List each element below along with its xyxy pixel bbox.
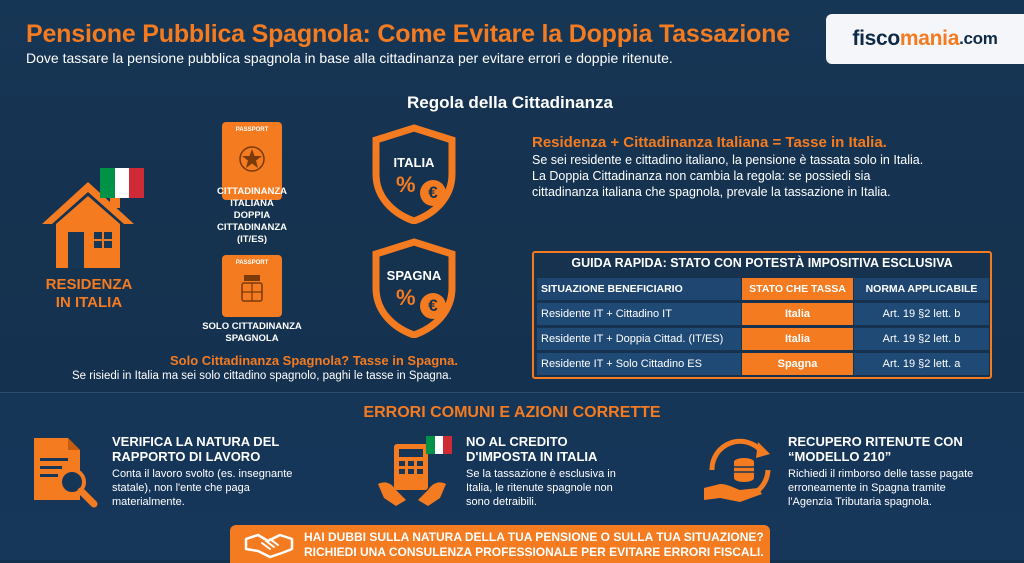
- handshake-icon: [244, 529, 294, 559]
- card-title: NO AL CREDITO D'IMPOSTA IN ITALIA: [466, 434, 598, 464]
- errors-section-title: ERRORI COMUNI E AZIONI CORRETTE: [363, 404, 661, 421]
- residence-label: RESIDENZA IN ITALIA: [45, 276, 133, 311]
- refund-coins-icon: [700, 430, 780, 510]
- italy-flag-icon: [100, 168, 144, 198]
- table-row: [537, 303, 989, 325]
- logo[interactable]: [826, 14, 1024, 64]
- error-card-1: [112, 434, 332, 509]
- logo-part-fisco: fisco: [852, 27, 900, 50]
- shield-label-italia: ITALIA: [393, 155, 435, 170]
- italy-rule-text: Se sei residente e cittadino italiano, la pensione è tassata solo in Italia. La Doppia Cittadinanza non cambia la regola: se possiedi sia cittadinanza italiana che spagnola, prevale la tassazione in Italia.: [532, 153, 924, 199]
- logo-part-domain: .com: [959, 29, 998, 48]
- spanish-passport-icon: PASSPORT: [222, 255, 282, 317]
- cta-text: HAI DUBBI SULLA NATURA DELLA TUA PENSIONE O SULLA TUA SITUAZIONE? RICHIEDI UNA CONSULENZA PROFESSIONALE PER EVITARE ERRORI FISCALI.: [304, 530, 764, 559]
- table-cell: Art. 19 §2 lett. a: [854, 353, 989, 375]
- table-header-cell: SITUAZIONE BENEFICIARIO: [537, 278, 742, 300]
- percent-icon: %: [396, 285, 416, 310]
- shield-label-spagna: SPAGNA: [386, 268, 442, 283]
- table-row: [537, 353, 989, 375]
- error-card-2: [466, 434, 676, 509]
- consultation-cta-banner[interactable]: [230, 525, 770, 563]
- spain-rule-text: Se risiedi in Italia ma sei solo cittadino spagnolo, paghi le tasse in Spagna.: [72, 370, 452, 382]
- table-header-cell: NORMA APPLICABILE: [854, 278, 989, 300]
- card-title: RECUPERO RITENUTE CON “MODELLO 210”: [788, 434, 963, 464]
- spanish-emblem-icon: [238, 271, 266, 307]
- table-cell: Art. 19 §2 lett. b: [854, 328, 989, 350]
- spanish-citizenship-label: SOLO CITTADINANZA SPAGNOLA: [202, 321, 302, 344]
- table-row: [537, 328, 989, 350]
- italian-citizenship-label: CITTADINANZA ITALIANA DOPPIA CITTADINANZA (IT/ES): [216, 186, 287, 245]
- document-search-icon: [28, 434, 100, 510]
- table-cell: Spagna: [742, 353, 854, 375]
- quick-guide-table: [532, 251, 992, 379]
- table-cell: Residente IT + Doppia Cittad. (IT/ES): [537, 328, 742, 350]
- italian-passport-icon: PASSPORT: [222, 122, 282, 200]
- card-title: VERIFICA LA NATURA DEL RAPPORTO DI LAVORO: [112, 434, 280, 464]
- quick-guide-title: GUIDA RAPIDA: STATO CON POTESTÀ IMPOSITIVA ESCLUSIVA: [571, 256, 953, 270]
- italy-rule-heading: Residenza + Cittadinanza Italiana = Tasse in Italia.: [532, 134, 887, 151]
- italian-emblem-icon: [237, 144, 267, 174]
- table-cell: Italia: [742, 328, 854, 350]
- italy-flag-icon: [426, 436, 452, 454]
- card-text: Richiedi il rimborso delle tasse pagate erroneamente in Spagna tramite l'Agenzia Tributaria spagnola.: [788, 468, 974, 508]
- card-text: Conta il lavoro svolto (es. insegnante statale), non l'ente che paga materialmente.: [112, 468, 293, 508]
- page-title: Pensione Pubblica Spagnola: Come Evitare la Doppia Tassazione: [26, 20, 790, 48]
- table-cell: Italia: [742, 303, 854, 325]
- percent-icon: %: [396, 172, 416, 197]
- table-header-row: [537, 278, 989, 300]
- section-title-rule: Regola della Cittadinanza: [407, 93, 613, 112]
- card-text: Se la tassazione è esclusiva in Italia, le ritenute spagnole non sono detraibili.: [466, 468, 616, 508]
- page-subtitle: Dove tassare la pensione pubblica spagnola in base alla cittadinanza per evitare errori e doppie ritenute.: [26, 50, 673, 66]
- euro-coin-icon: €: [420, 293, 446, 319]
- table-cell: Residente IT + Cittadino IT: [537, 303, 742, 325]
- table-cell: Art. 19 §2 lett. b: [854, 303, 989, 325]
- logo-part-mania: mania: [899, 27, 960, 50]
- table-header-cell: STATO CHE TASSA: [742, 278, 854, 300]
- euro-coin-icon: €: [420, 180, 446, 206]
- table-cell: Residente IT + Solo Cittadino ES: [537, 353, 742, 375]
- spain-rule-heading: Solo Cittadinanza Spagnola? Tasse in Spagna.: [170, 353, 458, 368]
- error-card-3: [788, 434, 1018, 509]
